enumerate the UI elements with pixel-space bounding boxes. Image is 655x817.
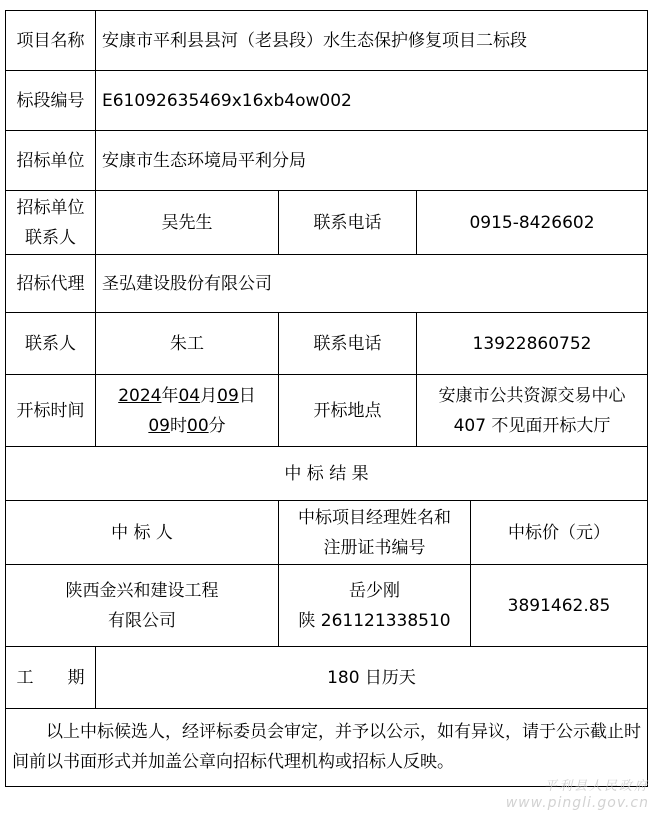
opening-day: 09 xyxy=(217,385,239,406)
winner-name-line1: 陕西金兴和建设工程 xyxy=(65,580,219,601)
announcement-text: 以上中标候选人，经评标委员会审定，并予以公示，如有异议，请于公示截止时间前以书面形式并加盖公章向招标代理机构或招标人反映。 xyxy=(12,722,641,772)
duration-label: 工 期 xyxy=(6,647,96,709)
price-column-header: 中标价（元） xyxy=(471,501,648,565)
tenderer-label: 招标单位 xyxy=(6,131,96,191)
agent-row xyxy=(6,255,648,313)
winner-name-line2: 有限公司 xyxy=(108,610,176,631)
tenderer-contact-row xyxy=(6,191,648,255)
opening-place-line2: 407 不见面开标大厅 xyxy=(453,415,611,436)
winning-price: 3891462.85 xyxy=(471,565,648,647)
winner-name xyxy=(6,565,279,647)
tenderer-value: 安康市生态环境局平利分局 xyxy=(96,131,648,191)
agent-value: 圣弘建设股份有限公司 xyxy=(96,255,648,313)
result-heading: 中 标 结 果 xyxy=(6,447,648,501)
year-unit: 年 xyxy=(161,385,179,406)
tenderer-phone-label: 联系电话 xyxy=(279,191,417,255)
tenderer-phone-value: 0915-8426602 xyxy=(417,191,648,255)
tenderer-row xyxy=(6,131,648,191)
agent-contact-label: 联系人 xyxy=(6,313,96,375)
opening-year: 2024 xyxy=(118,385,162,406)
tenderer-contact-label-line1: 招标单位 xyxy=(16,197,85,218)
minute-unit: 分 xyxy=(208,415,226,436)
duration-row xyxy=(6,647,648,709)
manager-name: 岳少刚 xyxy=(349,580,400,601)
agent-phone-label: 联系电话 xyxy=(279,313,417,375)
project-name-value: 安康市平利县县河（老县段）水生态保护修复项目二标段 xyxy=(96,11,648,71)
day-unit: 日 xyxy=(238,385,256,406)
month-unit: 月 xyxy=(200,385,218,406)
manager-header-line1: 中标项目经理姓名和 xyxy=(298,507,451,528)
opening-time-label: 开标时间 xyxy=(6,375,96,447)
site-watermark xyxy=(506,779,649,811)
manager-cert: 陕 261121338510 xyxy=(298,610,451,631)
project-name-row xyxy=(6,11,648,71)
manager-column-header xyxy=(279,501,471,565)
opening-row xyxy=(6,375,648,447)
tenderer-contact-label-line2: 联系人 xyxy=(25,227,76,248)
agent-phone-value: 13922860752 xyxy=(417,313,648,375)
bid-result-table xyxy=(5,10,648,787)
agent-contact-name: 朱工 xyxy=(96,313,279,375)
opening-time-value xyxy=(96,375,279,447)
manager-info xyxy=(279,565,471,647)
agent-contact-row xyxy=(6,313,648,375)
result-heading-row xyxy=(6,447,648,501)
result-data-row xyxy=(6,565,648,647)
hour-unit: 时 xyxy=(170,415,187,436)
opening-minute: 00 xyxy=(187,415,209,436)
announcement-cell xyxy=(6,709,648,787)
opening-month: 04 xyxy=(178,385,201,406)
project-name-label: 项目名称 xyxy=(6,11,96,71)
opening-place-value xyxy=(417,375,648,447)
duration-value: 180 日历天 xyxy=(96,647,648,709)
section-no-label: 标段编号 xyxy=(6,71,96,131)
opening-place-label: 开标地点 xyxy=(279,375,417,447)
agent-label: 招标代理 xyxy=(6,255,96,313)
section-no-row xyxy=(6,71,648,131)
winner-column-header: 中 标 人 xyxy=(6,501,279,565)
tenderer-contact-label xyxy=(6,191,96,255)
watermark-site-name: 平利县人民政府 xyxy=(543,779,649,794)
tenderer-contact-name: 吴先生 xyxy=(96,191,279,255)
section-no-value: E61092635469x16xb4ow002 xyxy=(96,71,648,131)
result-header-row xyxy=(6,501,648,565)
manager-header-line2: 注册证书编号 xyxy=(323,537,426,558)
opening-place-line1: 安康市公共资源交易中心 xyxy=(438,385,626,406)
watermark-url: www.pingli.gov.cn xyxy=(505,795,649,811)
opening-time-line xyxy=(96,411,278,441)
opening-hour: 09 xyxy=(148,415,170,436)
opening-date-line xyxy=(96,381,278,411)
announcement-row xyxy=(6,709,648,787)
